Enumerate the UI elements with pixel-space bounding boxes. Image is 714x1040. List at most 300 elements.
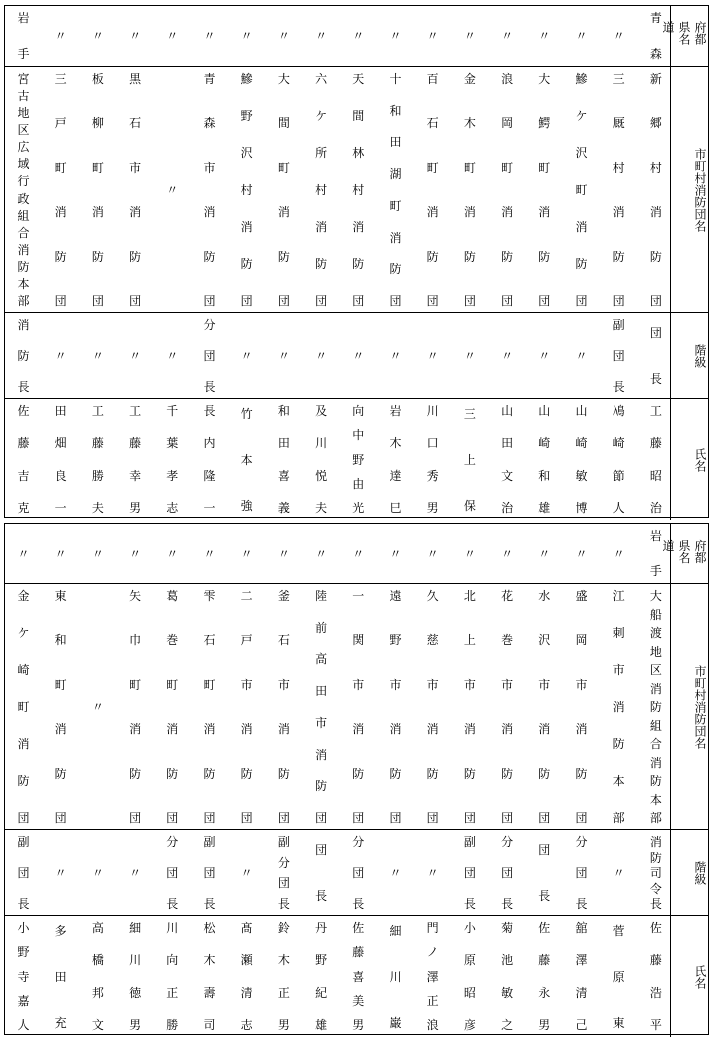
bottom-muni-text: 水 沢 市 消 防 団	[538, 589, 551, 825]
top-rank-text: 〃	[54, 349, 67, 363]
bottom-rank-cell	[414, 830, 451, 916]
bottom-muni-text: 雫 石 町 消 防 団	[203, 589, 216, 825]
bottom-rank-text: 分 団 長	[166, 835, 179, 911]
bottom-name-text: 細 川 徳 男	[129, 921, 142, 1032]
header-name	[670, 399, 708, 520]
top-pref-cell	[303, 6, 340, 66]
bottom-rank-cell	[191, 830, 228, 916]
bottom-name-cell	[526, 916, 563, 1037]
bottom-rank-cell	[526, 830, 563, 916]
top-muni-cell	[228, 67, 265, 313]
bottom-muni-text: 東 和 町 消 防 団	[54, 589, 67, 825]
bottom-name-text: 菊 池 敏 之	[501, 921, 514, 1032]
top-name-text: 工 藤 昭 治	[649, 404, 662, 515]
top-pref-text: 〃	[575, 29, 588, 43]
top-rank-cell	[265, 313, 302, 399]
top-name-text: 竹 本 強	[240, 406, 253, 513]
bottom-name-cell	[637, 916, 674, 1037]
top-name-cell	[637, 399, 674, 520]
bottom-muni-cell	[526, 584, 563, 830]
top-pref-text: 〃	[54, 29, 67, 43]
bottom-name-text: 門 ノ 澤 正 浪	[426, 921, 439, 1032]
bottom-pref-cell	[451, 524, 488, 583]
bottom-pref-text: 〃	[612, 546, 625, 561]
bottom-muni-text: 遠 野 市 消 防 団	[389, 589, 402, 825]
bottom-pref-text: 〃	[54, 546, 67, 561]
top-muni-cell	[451, 67, 488, 313]
bottom-pref-text: 〃	[389, 546, 402, 561]
bottom-rank-cell	[563, 830, 600, 916]
bottom-rank-text: 分 団 長	[352, 835, 365, 911]
top-name-text: 山 崎 敏 博	[575, 404, 588, 515]
bottom-name-text: 小 原 昭 彦	[463, 921, 476, 1032]
bottom-pref-text: 〃	[463, 546, 476, 561]
bottom-name-text: 菅 原 東	[612, 923, 625, 1030]
bottom-rank-cell	[637, 830, 674, 916]
roster-table-bottom	[4, 523, 709, 1035]
top-muni-text: 三 厩 村 消 防 団	[612, 72, 625, 308]
bottom-pref-text: 〃	[352, 546, 365, 561]
bottom-pref-cell	[600, 524, 637, 583]
top-muni-text: 百 石 町 消 防 団	[426, 72, 439, 308]
bottom-name-cell	[191, 916, 228, 1037]
top-muni-text: 金 木 町 消 防 団	[463, 72, 476, 308]
bottom-rank-text: 団 長	[315, 843, 328, 903]
bottom-pref-cell	[489, 524, 526, 583]
bottom-rank-text: 〃	[54, 866, 67, 880]
bottom-rank-text: 〃	[426, 866, 439, 880]
top-pref-cell	[117, 6, 154, 66]
bottom-rank-text: 団 長	[538, 843, 551, 903]
top-muni-text: 浪 岡 町 消 防 団	[501, 72, 514, 308]
bottom-name-cell	[303, 916, 340, 1037]
top-pref-cell	[637, 6, 674, 66]
top-name-cell	[526, 399, 563, 520]
top-rank-cell	[191, 313, 228, 399]
top-pref-text: 〃	[240, 29, 253, 43]
top-name-text: 工 藤 幸 男	[129, 404, 142, 515]
top-name-cell	[79, 399, 116, 520]
bottom-rank-cell	[303, 830, 340, 916]
bottom-name-cell	[340, 916, 377, 1037]
top-pref-cell	[265, 6, 302, 66]
top-rank-text: 〃	[463, 349, 476, 363]
bottom-name-text: 佐 藤 浩 平	[649, 921, 662, 1032]
top-name-cell	[340, 399, 377, 520]
bottom-rank-text: 消 防 司 令 長	[649, 835, 662, 911]
bottom-rank-cell	[228, 830, 265, 916]
header-name-label: 氏名	[693, 964, 707, 989]
header-pref-label: 府都県名道	[661, 21, 707, 45]
top-muni-cell	[637, 67, 674, 313]
top-pref-text: 〃	[612, 29, 625, 43]
top-rank-text: 〃	[575, 349, 588, 363]
bottom-name-text: 佐 藤 喜 美 男	[352, 921, 365, 1032]
bottom-pref-text: 〃	[166, 546, 179, 561]
bottom-rank-text: 副 団 長	[17, 835, 30, 911]
top-rank-cell	[228, 313, 265, 399]
top-muni-text: 六 ケ 所 村 消 防 団	[315, 72, 328, 308]
bottom-muni-cell	[489, 584, 526, 830]
top-row-rank	[5, 312, 708, 399]
bottom-pref-text: 岩 手	[649, 529, 662, 578]
top-rank-cell	[377, 313, 414, 399]
top-muni-text: 宮 古 地 区 広 域 行 政 組 合 消 防 本 部	[17, 72, 30, 308]
top-rank-text: 団 長	[649, 326, 662, 386]
header-muni	[670, 584, 708, 830]
top-muni-text: 〃	[166, 183, 179, 197]
top-muni-cell	[340, 67, 377, 313]
bottom-name-text: 松 木 壽 司	[203, 921, 216, 1032]
top-pref-cell	[42, 6, 79, 66]
top-muni-cell	[265, 67, 302, 313]
top-name-text: 和 田 喜 義	[277, 404, 290, 515]
top-name-cell	[117, 399, 154, 520]
top-pref-text: 岩 手	[17, 11, 30, 61]
bottom-name-text: 高 橋 邦 文	[91, 921, 104, 1032]
bottom-rank-cell	[42, 830, 79, 916]
header-rank	[670, 313, 708, 399]
bottom-pref-cell	[5, 524, 42, 583]
bottom-name-text: 小 野 寺 嘉 人	[17, 921, 30, 1032]
top-muni-cell	[600, 67, 637, 313]
bottom-muni-cell	[5, 584, 42, 830]
bottom-rank-text: 副 分 団 長	[277, 835, 290, 911]
bottom-rank-cell	[451, 830, 488, 916]
top-name-cell	[377, 399, 414, 520]
top-name-text: 三 上 保	[463, 406, 476, 513]
bottom-rank-cell	[154, 830, 191, 916]
bottom-rank-cell	[340, 830, 377, 916]
bottom-name-text: 多 田 充	[54, 923, 67, 1030]
bottom-rank-cell	[79, 830, 116, 916]
top-pref-text: 〃	[426, 29, 439, 43]
top-muni-text: 大 間 町 消 防 団	[277, 72, 290, 308]
top-name-cell	[191, 399, 228, 520]
bottom-name-cell	[265, 916, 302, 1037]
bottom-rank-cell	[5, 830, 42, 916]
bottom-muni-text: 釜 石 市 消 防 団	[277, 589, 290, 825]
bottom-pref-cell	[191, 524, 228, 583]
bottom-pref-cell	[526, 524, 563, 583]
top-name-cell	[414, 399, 451, 520]
top-muni-text: 新 郷 村 消 防 団	[649, 72, 662, 308]
top-name-cell	[154, 399, 191, 520]
top-pref-text: 〃	[277, 29, 290, 43]
top-pref-text: 〃	[389, 29, 402, 43]
bottom-muni-cell	[303, 584, 340, 830]
top-name-text: 岩 木 達 巳	[389, 404, 402, 515]
bottom-rank-cell	[265, 830, 302, 916]
top-rank-cell	[451, 313, 488, 399]
header-pref	[661, 524, 708, 583]
top-pref-text: 〃	[501, 29, 514, 43]
top-name-cell	[265, 399, 302, 520]
top-muni-cell	[154, 67, 191, 313]
top-muni-cell	[117, 67, 154, 313]
top-name-text: 長 内 隆 一	[203, 404, 216, 515]
bottom-name-text: 舘 澤 清 己	[575, 921, 588, 1032]
top-pref-cell	[526, 6, 563, 66]
bottom-muni-text: 二 戸 市 消 防 団	[240, 589, 253, 825]
top-rank-cell	[600, 313, 637, 399]
top-name-cell	[5, 399, 42, 520]
bottom-rank-cell	[117, 830, 154, 916]
top-pref-text: 〃	[352, 29, 365, 43]
bottom-name-cell	[79, 916, 116, 1037]
top-pref-text: 〃	[203, 29, 216, 43]
bottom-rank-text: 副 団 長	[203, 835, 216, 911]
bottom-pref-cell	[637, 524, 674, 583]
top-rank-cell	[340, 313, 377, 399]
header-pref-label: 府都県名道	[661, 538, 707, 563]
top-muni-text: 鰺 野 沢 村 消 防 団	[240, 72, 253, 308]
bottom-muni-text: 盛 岡 市 消 防 団	[575, 589, 588, 825]
bottom-muni-text: 大 船 渡 地 区 消 防 組 合 消 防 本 部	[649, 589, 662, 825]
header-pref	[661, 6, 708, 66]
top-name-cell	[489, 399, 526, 520]
top-rank-text: 〃	[389, 349, 402, 363]
top-rank-text: 〃	[129, 349, 142, 363]
bottom-pref-cell	[117, 524, 154, 583]
top-name-cell	[228, 399, 265, 520]
top-pref-cell	[79, 6, 116, 66]
bottom-muni-cell	[265, 584, 302, 830]
top-rank-text: 〃	[426, 349, 439, 363]
bottom-rank-text: 〃	[389, 866, 402, 880]
bottom-muni-cell	[42, 584, 79, 830]
top-muni-cell	[5, 67, 42, 313]
header-rank-label: 階級	[693, 344, 707, 368]
bottom-pref-cell	[265, 524, 302, 583]
header-name	[670, 916, 708, 1037]
top-muni-text: 十 和 田 湖 町 消 防 団	[389, 72, 402, 308]
bottom-name-text: 鈴 木 正 男	[277, 921, 290, 1032]
header-muni-label: 市町村消防団名	[693, 665, 707, 749]
bottom-pref-text: 〃	[277, 546, 290, 561]
bottom-row-name	[5, 915, 708, 1037]
top-name-cell	[451, 399, 488, 520]
top-name-text: 鳰 崎 節 人	[612, 404, 625, 515]
bottom-name-cell	[154, 916, 191, 1037]
bottom-muni-cell	[637, 584, 674, 830]
top-muni-text: 三 戸 町 消 防 団	[54, 72, 67, 308]
top-rank-cell	[563, 313, 600, 399]
bottom-rank-cell	[377, 830, 414, 916]
top-muni-text: 青 森 市 消 防 団	[203, 72, 216, 308]
top-pref-text: 〃	[129, 29, 142, 43]
bottom-row-pref	[5, 524, 708, 583]
bottom-pref-text: 〃	[575, 546, 588, 561]
top-muni-cell	[79, 67, 116, 313]
top-rank-text: 〃	[91, 349, 104, 363]
top-pref-cell	[414, 6, 451, 66]
top-pref-cell	[191, 6, 228, 66]
bottom-rank-cell	[489, 830, 526, 916]
top-muni-text: 大 鰐 町 消 防 団	[538, 72, 551, 308]
bottom-name-cell	[489, 916, 526, 1037]
top-name-cell	[303, 399, 340, 520]
top-rank-cell	[117, 313, 154, 399]
bottom-rank-text: 分 団 長	[575, 835, 588, 911]
bottom-name-text: 細 川 巌	[389, 923, 402, 1030]
top-pref-text: 〃	[91, 29, 104, 43]
top-name-text: 山 田 文 治	[501, 404, 514, 515]
top-rank-cell	[154, 313, 191, 399]
top-name-text: 及 川 悦 夫	[315, 404, 328, 515]
bottom-pref-text: 〃	[203, 546, 216, 561]
top-name-text: 田 畑 良 一	[54, 404, 67, 515]
top-name-text: 山 崎 和 雄	[538, 404, 551, 515]
bottom-muni-text: 久 慈 市 消 防 団	[426, 589, 439, 825]
top-pref-text: 〃	[538, 29, 551, 43]
top-rank-cell	[79, 313, 116, 399]
roster-table-top	[4, 5, 709, 518]
bottom-pref-cell	[563, 524, 600, 583]
bottom-muni-text: 江 刺 市 消 防 本 部	[612, 589, 625, 825]
top-name-text: 工 藤 勝 夫	[91, 404, 104, 515]
bottom-pref-cell	[154, 524, 191, 583]
bottom-muni-cell	[377, 584, 414, 830]
top-muni-cell	[526, 67, 563, 313]
top-rank-cell	[489, 313, 526, 399]
bottom-rank-text: 〃	[91, 866, 104, 880]
top-rank-cell	[414, 313, 451, 399]
top-name-cell	[600, 399, 637, 520]
top-muni-text: 板 柳 町 消 防 団	[91, 72, 104, 308]
bottom-pref-text: 〃	[240, 546, 253, 561]
top-name-cell	[563, 399, 600, 520]
bottom-row-muni	[5, 583, 708, 830]
bottom-pref-cell	[414, 524, 451, 583]
bottom-name-cell	[414, 916, 451, 1037]
bottom-pref-text: 〃	[501, 546, 514, 561]
top-pref-cell	[489, 6, 526, 66]
bottom-muni-text: 陸 前 高 田 市 消 防 団	[315, 589, 328, 825]
top-rank-cell	[526, 313, 563, 399]
top-pref-cell	[340, 6, 377, 66]
bottom-muni-text: 北 上 市 消 防 団	[463, 589, 476, 825]
bottom-muni-text: 花 巻 市 消 防 団	[501, 589, 514, 825]
bottom-pref-text: 〃	[129, 546, 142, 561]
top-muni-cell	[489, 67, 526, 313]
bottom-muni-text: 一 関 市 消 防 団	[352, 589, 365, 825]
bottom-muni-cell	[451, 584, 488, 830]
bottom-rank-text: 〃	[129, 866, 142, 880]
bottom-pref-text: 〃	[426, 546, 439, 561]
bottom-pref-cell	[228, 524, 265, 583]
top-rank-text: 〃	[352, 349, 365, 363]
header-rank	[670, 830, 708, 916]
bottom-pref-cell	[42, 524, 79, 583]
top-name-text: 佐 藤 吉 克	[17, 404, 30, 515]
top-rank-text: 副 団 長	[612, 318, 625, 394]
bottom-muni-cell	[340, 584, 377, 830]
top-rank-text: 〃	[240, 349, 253, 363]
bottom-muni-cell	[79, 584, 116, 830]
top-rank-cell	[5, 313, 42, 399]
bottom-muni-cell	[228, 584, 265, 830]
top-name-text: 向 中 野 由 光	[352, 404, 365, 515]
header-name-label: 氏名	[693, 447, 707, 472]
bottom-name-text: 髙 瀬 清 志	[240, 921, 253, 1032]
bottom-name-cell	[563, 916, 600, 1037]
top-row-name	[5, 398, 708, 520]
top-row-pref	[5, 6, 708, 66]
bottom-pref-text: 〃	[315, 546, 328, 561]
bottom-pref-cell	[340, 524, 377, 583]
bottom-muni-cell	[414, 584, 451, 830]
bottom-name-cell	[42, 916, 79, 1037]
top-pref-cell	[563, 6, 600, 66]
top-pref-cell	[377, 6, 414, 66]
top-rank-text: 〃	[538, 349, 551, 363]
bottom-pref-text: 〃	[17, 546, 30, 561]
bottom-muni-text: 金 ケ 崎 町 消 防 団	[17, 589, 30, 825]
top-rank-cell	[637, 313, 674, 399]
bottom-rank-cell	[600, 830, 637, 916]
header-rank-label: 階級	[693, 861, 707, 885]
bottom-muni-text: 〃	[91, 700, 104, 714]
top-pref-cell	[5, 6, 42, 66]
top-muni-cell	[42, 67, 79, 313]
bottom-name-cell	[451, 916, 488, 1037]
bottom-name-text: 丹 野 紀 雄	[315, 921, 328, 1032]
top-muni-text: 鰺 ケ 沢 町 消 防 団	[575, 72, 588, 308]
top-pref-cell	[228, 6, 265, 66]
top-rank-text: 分 団 長	[203, 318, 216, 394]
header-muni-label: 市町村消防団名	[693, 148, 707, 232]
top-muni-cell	[377, 67, 414, 313]
bottom-name-cell	[600, 916, 637, 1037]
bottom-name-cell	[5, 916, 42, 1037]
bottom-pref-cell	[303, 524, 340, 583]
top-name-text: 千 葉 孝 志	[166, 404, 179, 515]
header-muni	[670, 67, 708, 313]
top-pref-text: 〃	[463, 29, 476, 43]
bottom-muni-cell	[600, 584, 637, 830]
top-pref-text: 青 森	[649, 11, 662, 61]
bottom-muni-cell	[154, 584, 191, 830]
top-rank-text: 〃	[166, 349, 179, 363]
top-rank-cell	[303, 313, 340, 399]
bottom-rank-text: 〃	[240, 866, 253, 880]
bottom-pref-text: 〃	[538, 546, 551, 561]
top-muni-cell	[191, 67, 228, 313]
top-rank-text: 消 防 長	[17, 318, 30, 394]
top-pref-cell	[451, 6, 488, 66]
top-rank-text: 〃	[277, 349, 290, 363]
top-muni-cell	[303, 67, 340, 313]
bottom-muni-text: 矢 巾 町 消 防 団	[129, 589, 142, 825]
top-muni-cell	[563, 67, 600, 313]
top-muni-cell	[414, 67, 451, 313]
bottom-rank-text: 〃	[612, 866, 625, 880]
top-rank-text: 〃	[501, 349, 514, 363]
bottom-pref-cell	[79, 524, 116, 583]
bottom-muni-cell	[191, 584, 228, 830]
bottom-name-text: 佐 藤 永 男	[538, 921, 551, 1032]
bottom-name-text: 川 向 正 勝	[166, 921, 179, 1032]
bottom-rank-text: 副 団 長	[463, 835, 476, 911]
top-pref-cell	[600, 6, 637, 66]
bottom-row-rank	[5, 829, 708, 916]
top-pref-text: 〃	[315, 29, 328, 43]
bottom-muni-text: 葛 巻 町 消 防 団	[166, 589, 179, 825]
bottom-muni-cell	[117, 584, 154, 830]
bottom-pref-text: 〃	[91, 546, 104, 561]
top-rank-text: 〃	[315, 349, 328, 363]
